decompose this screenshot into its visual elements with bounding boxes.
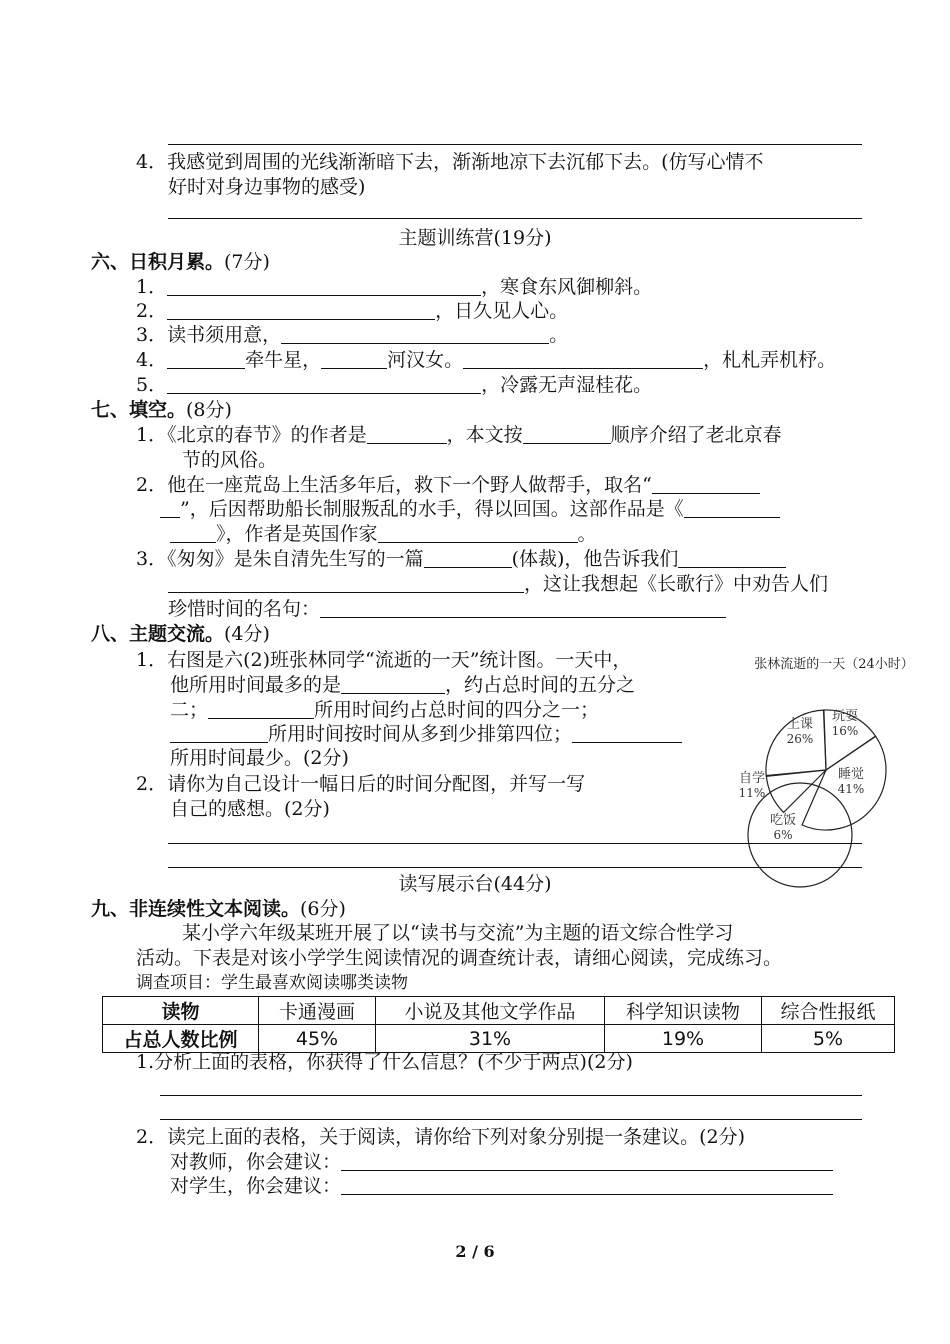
q4-line1: 4．我感觉到周围的光线渐渐暗下去，渐渐地凉下去沉郁下去。(仿写心情不 — [136, 151, 764, 173]
table-header-cell: 小说及其他文学作品 — [376, 997, 605, 1025]
fill-blank[interactable] — [341, 1176, 833, 1195]
answer-line[interactable] — [168, 144, 862, 145]
pie-label-睡觉: 睡觉 — [837, 767, 865, 782]
answer-line[interactable] — [160, 1119, 862, 1120]
fill-blank[interactable] — [320, 599, 726, 618]
pie-value-自学: 11% — [738, 786, 766, 800]
sec6-item-5: 5． ，冷露无声湿桂花。 — [136, 374, 653, 396]
table-cell: 31% — [376, 1025, 605, 1053]
pie-value-吃饭: 6% — [773, 828, 793, 842]
teacher-suggestion: 对教师，你会建议： — [170, 1150, 833, 1174]
answer-line[interactable] — [168, 218, 862, 219]
sec7-q3-line1: 3．《匆匆》是朱自清先生写的一篇 (体裁)，他告诉我们 — [136, 547, 786, 571]
fill-blank[interactable] — [678, 549, 786, 568]
fill-blank[interactable] — [168, 574, 524, 593]
sec8-q1-line3: 二； 所用时间约占总时间的四分之一； — [170, 699, 600, 721]
sec8-q1-line5: 所用时间最少。(2分) — [170, 747, 349, 769]
pie-label-吃饭: 吃饭 — [769, 813, 797, 828]
sec7-q1-line2: 节的风俗。 — [182, 449, 278, 471]
sec6-item-2: 2． ，日久见人心。 — [136, 300, 569, 322]
sec7-q2-line1: 2．他在一座荒岛上生活多年后，救下一个野人做帮手，取名“ — [136, 473, 760, 497]
fill-blank[interactable] — [572, 724, 682, 743]
sec8-q2-line2: 自己的感想。(2分) — [170, 798, 330, 820]
sec6-heading: 六、日积月累。(7分) — [91, 251, 270, 273]
fill-blank[interactable] — [652, 475, 760, 494]
table-header-cell: 科学知识读物 — [605, 997, 762, 1025]
section-read-title: 读写展示台(44分) — [398, 873, 552, 895]
fill-blank[interactable] — [160, 499, 180, 518]
section-theme-title: 主题训练营(19分) — [398, 227, 552, 249]
sec7-heading: 七、填空。(8分) — [91, 399, 232, 421]
sec9-q2: 2．读完上面的表格，关于阅读，请你给下列对象分别提一条建议。(2分) — [136, 1126, 746, 1148]
table-cell: 5% — [762, 1025, 895, 1053]
pie-label-玩耍: 玩耍 — [831, 709, 859, 724]
sec9-intro-2: 活动。下表是对该小学学生阅读情况的调查统计表，请细心阅读，完成练习。 — [136, 947, 783, 969]
survey-caption: 调查项目：学生最喜欢阅读哪类读物 — [136, 973, 408, 993]
sec8-q2-line1: 2．请你为自己设计一幅日后的时间分配图，并写一写 — [136, 773, 586, 795]
table-cell: 45% — [259, 1025, 376, 1053]
sec8-heading: 八、主题交流。(4分) — [91, 623, 270, 645]
table-header-cell: 卡通漫画 — [259, 997, 376, 1025]
sec8-q1-line1: 1．右图是六(2)班张林同学“流逝的一天”统计图。一天中， — [136, 649, 632, 671]
fill-blank[interactable] — [167, 277, 481, 296]
fill-blank[interactable] — [170, 724, 268, 743]
sec6-item-1: 1． ，寒食东风御柳斜。 — [136, 276, 653, 298]
sec7-q2-line3: 》，作者是英国作家 。 — [170, 522, 597, 546]
fill-blank[interactable] — [341, 675, 445, 694]
sec8-q1-line2: 他所用时间最多的是 ，约占总时间的五分之 — [170, 674, 636, 696]
page-number: 2 / 6 — [455, 1242, 495, 1261]
fill-blank[interactable] — [341, 1152, 833, 1171]
table-header-cell: 读物 — [103, 997, 259, 1025]
fill-blank[interactable] — [167, 350, 245, 369]
fill-blank[interactable] — [424, 549, 512, 568]
sec7-q2-line2: ”，后因帮助船长制服叛乱的水手，得以回国。这部作品是《 — [160, 497, 780, 521]
fill-blank[interactable] — [321, 350, 387, 369]
fill-blank[interactable] — [170, 524, 216, 543]
pie-value-上课: 26% — [786, 732, 814, 746]
sec6-item-4: 4． 牵牛星， 河汉女。 ，札札弄机杼。 — [136, 349, 837, 371]
sec9-heading: 九、非连续性文本阅读。(6分) — [91, 898, 346, 920]
table-cell: 19% — [605, 1025, 762, 1053]
table-row — [103, 1025, 895, 1053]
pie-value-玩耍: 16% — [831, 724, 859, 738]
fill-blank[interactable] — [167, 375, 481, 394]
answer-line[interactable] — [160, 1095, 862, 1096]
table-header-cell: 综合性报纸 — [762, 997, 895, 1025]
fill-blank[interactable] — [367, 425, 447, 444]
fill-blank[interactable] — [463, 350, 703, 369]
fill-blank[interactable] — [281, 325, 549, 344]
student-suggestion: 对学生，你会建议： — [170, 1174, 833, 1198]
fill-blank[interactable] — [523, 425, 611, 444]
fill-blank[interactable] — [684, 499, 780, 518]
table-header-row — [103, 997, 895, 1025]
sec9-q1: 1.分析上面的表格，你获得了什么信息？(不少于两点)(2分) — [136, 1051, 633, 1073]
sec8-q1-line4: 所用时间按时间从多到少排第四位； — [170, 722, 682, 746]
sec6-item-3: 3．读书须用意， 。 — [136, 324, 569, 346]
table-row-head: 占总人数比例 — [103, 1025, 259, 1053]
fill-blank[interactable] — [208, 700, 314, 719]
pie-label-上课: 上课 — [786, 717, 814, 732]
sec7-q3-line2: ，这让我想起《长歌行》中劝告人们 — [168, 572, 828, 596]
chart-title: 张林流逝的一天（24小时） — [754, 657, 914, 672]
pie-value-睡觉: 41% — [837, 782, 865, 796]
sec7-q1-line1: 1．《北京的春节》的作者是 ，本文按 顺序介绍了老北京春 — [136, 424, 782, 446]
pie-label-自学: 自学 — [738, 771, 766, 786]
fill-blank[interactable] — [378, 524, 578, 543]
survey-table — [102, 996, 895, 1053]
time-pie-chart — [720, 650, 950, 910]
fill-blank[interactable] — [167, 301, 435, 320]
sec9-intro-1: 某小学六年级某班开展了以“读书与交流”为主题的语文综合性学习 — [182, 922, 734, 944]
q4-line2: 好时对身边事物的感受) — [168, 176, 366, 198]
sec7-q3-line3: 珍惜时间的名句： — [168, 597, 726, 621]
